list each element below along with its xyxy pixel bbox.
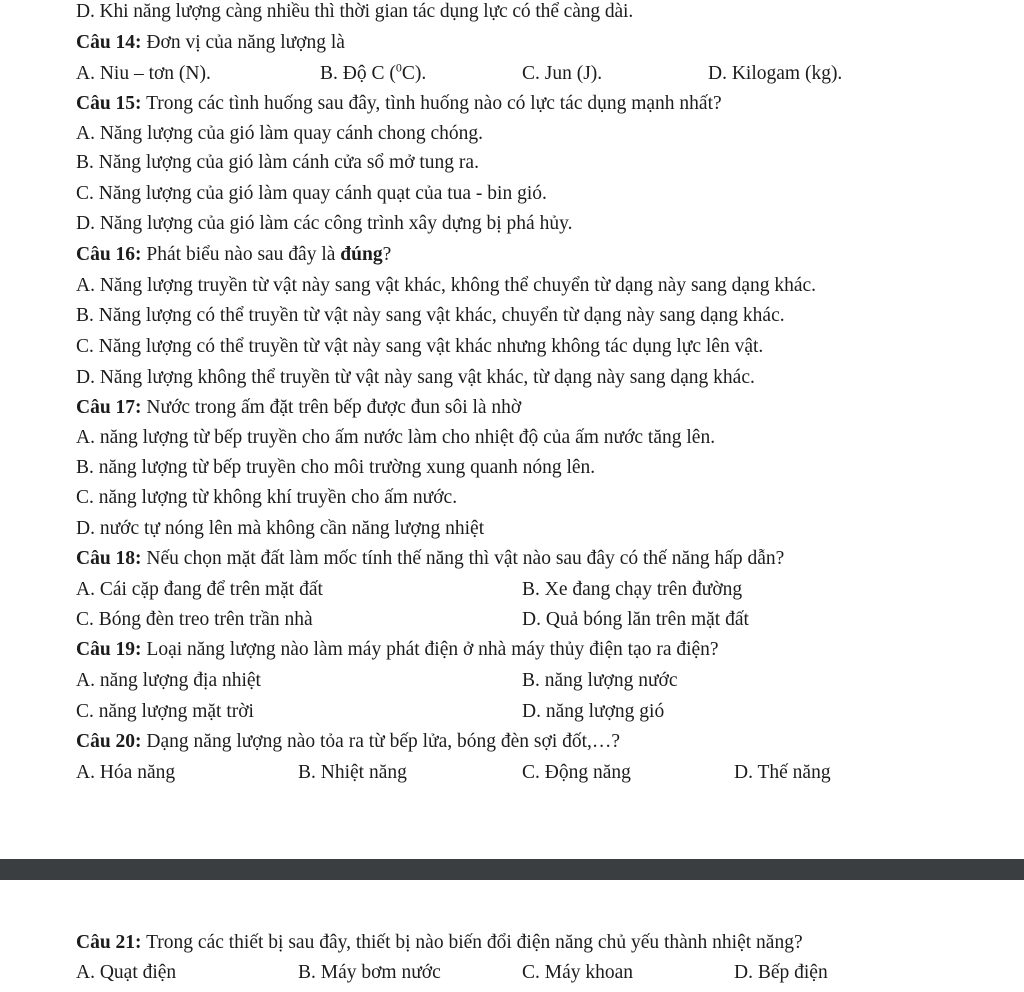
q15-option-b: B. Năng lượng của gió làm cánh cửa sổ mở tung ra. xyxy=(76,152,479,173)
q16-option-d: D. Năng lượng không thể truyền từ vật này sang vật khác, từ dạng này sang dạng khác. xyxy=(76,367,755,388)
q14-option-b-tail: C). xyxy=(401,63,427,84)
q20-option-d: D. Thế năng xyxy=(734,762,831,783)
q15-text: Trong các tình huống sau đây, tình huống nào có lực tác dụng mạnh nhất? xyxy=(141,93,722,114)
q20-option-b: B. Nhiệt năng xyxy=(298,762,407,783)
q19-option-d: D. năng lượng gió xyxy=(522,701,665,722)
q21-question xyxy=(76,931,803,955)
q17-number: Câu 17: xyxy=(76,397,142,418)
q14-option-b xyxy=(320,62,426,86)
q18-option-c: C. Bóng đèn treo trên trần nhà xyxy=(76,609,313,630)
q13-option-d: D. Khi năng lượng càng nhiều thì thời gian tác dụng lực có thể càng dài. xyxy=(76,1,634,22)
q16-text-end: ? xyxy=(382,244,392,265)
q17-option-b: B. năng lượng từ bếp truyền cho môi trường xung quanh nóng lên. xyxy=(76,457,596,478)
q15-option-d: D. Năng lượng của gió làm các công trình xây dựng bị phá hủy. xyxy=(76,213,573,234)
q15-option-a: A. Năng lượng của gió làm quay cánh chong chóng. xyxy=(76,123,483,144)
q18-text: Nếu chọn mặt đất làm mốc tính thế năng thì vật nào sau đây có thế năng hấp dẫn? xyxy=(141,548,785,569)
page-break-divider xyxy=(0,859,1024,880)
q18-option-b: B. Xe đang chạy trên đường xyxy=(522,579,743,600)
q18-option-a: A. Cái cặp đang để trên mặt đất xyxy=(76,579,323,600)
q21-option-a: A. Quạt điện xyxy=(76,962,177,983)
q17-question xyxy=(76,396,521,420)
q18-option-d: D. Quả bóng lăn trên mặt đất xyxy=(522,609,749,630)
q16-option-b: B. Năng lượng có thể truyền từ vật này sang vật khác, chuyển từ dạng này sang dạng khác. xyxy=(76,305,785,326)
q20-option-c: C. Động năng xyxy=(522,762,631,783)
q15-option-c: C. Năng lượng của gió làm quay cánh quạt của tua - bin gió. xyxy=(76,183,547,204)
q14-number: Câu 14: xyxy=(76,32,142,53)
q14-option-b-text: B. Độ C ( xyxy=(320,63,396,84)
q20-question xyxy=(76,730,620,754)
q19-question xyxy=(76,638,719,662)
q20-text: Dạng năng lượng nào tỏa ra từ bếp lửa, bóng đèn sợi đốt,…? xyxy=(141,731,621,752)
q16-number: Câu 16: xyxy=(76,244,142,265)
q16-option-c: C. Năng lượng có thể truyền từ vật này sang vật khác nhưng không tác dụng lực lên vật. xyxy=(76,336,764,357)
q14-question xyxy=(76,31,345,55)
q18-question xyxy=(76,547,784,571)
q14-option-b-sup: 0 xyxy=(395,60,402,75)
q19-option-c: C. năng lượng mặt trời xyxy=(76,701,254,722)
q19-number: Câu 19: xyxy=(76,639,142,660)
q20-number: Câu 20: xyxy=(76,731,142,752)
q16-option-a: A. Năng lượng truyền từ vật này sang vật khác, không thể chuyển từ dạng này sang dạng khác. xyxy=(76,275,817,296)
q14-text: Đơn vị của năng lượng là xyxy=(141,32,345,53)
q20-option-a: A. Hóa năng xyxy=(76,762,176,783)
q15-number: Câu 15: xyxy=(76,93,142,114)
q17-option-a: A. năng lượng từ bếp truyền cho ấm nước làm cho nhiệt độ của ấm nước tăng lên. xyxy=(76,427,716,448)
q16-question xyxy=(76,243,391,267)
q14-option-a: A. Niu – tơn (N). xyxy=(76,63,211,84)
q21-option-c: C. Máy khoan xyxy=(522,962,634,983)
q21-text: Trong các thiết bị sau đây, thiết bị nào biến đổi điện năng chủ yếu thành nhiệt năng? xyxy=(141,932,803,953)
q16-text: Phát biểu nào sau đây là xyxy=(141,244,341,265)
q19-option-a: A. năng lượng địa nhiệt xyxy=(76,670,261,691)
q17-option-d: D. nước tự nóng lên mà không cần năng lượng nhiệt xyxy=(76,518,485,539)
q14-option-d: D. Kilogam (kg). xyxy=(708,63,843,84)
q21-option-d: D. Bếp điện xyxy=(734,962,828,983)
q21-number: Câu 21: xyxy=(76,932,142,953)
q19-text: Loại năng lượng nào làm máy phát điện ở nhà máy thủy điện tạo ra điện? xyxy=(141,639,719,660)
q16-emphasis: đúng xyxy=(340,244,383,265)
q19-option-b: B. năng lượng nước xyxy=(522,670,678,691)
q21-option-b: B. Máy bơm nước xyxy=(298,962,441,983)
q18-number: Câu 18: xyxy=(76,548,142,569)
q14-option-c: C. Jun (J). xyxy=(522,63,603,84)
q17-option-c: C. năng lượng từ không khí truyền cho ấm nước. xyxy=(76,487,458,508)
q15-question xyxy=(76,92,722,116)
q17-text: Nước trong ấm đặt trên bếp được đun sôi là nhờ xyxy=(141,397,522,418)
